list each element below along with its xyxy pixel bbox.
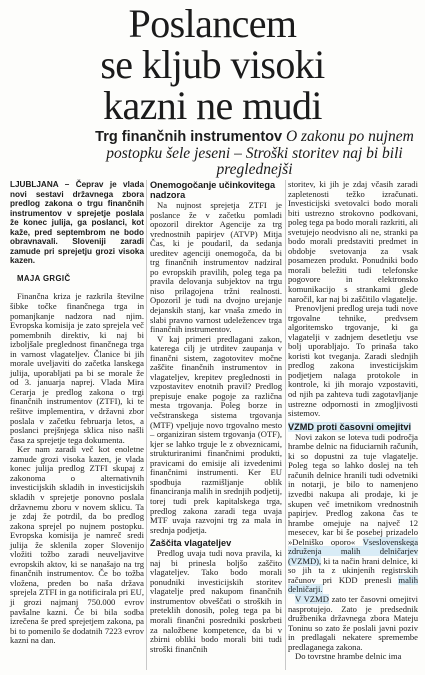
body-paragraph bbox=[288, 433, 418, 595]
lead-paragraph bbox=[10, 180, 144, 266]
body-paragraph: Finančna kriza je razkrila številne šibke točke finančnega trga in pomanjkanje nadzora nad njim. Evropska komisija je zato sprejela več pomembnih direktiv, ki naj bi izboljšale preglednost finančnega trga in varnost vlagateljev. Članice bi jih morale uveljaviti do začetka lanskega julija, uporabljati pa bi se morale že od 3. januarja naprej. Vlada Mira Cerarja je predlog zakona o trgi finančnih instrumentov (ZTFI), ki te rešitve implementira, v državni zbor poslala v začetku februarja letos, a poslanci prejšnjega sklica niso našli časa za sprejetje tega dokumenta. bbox=[10, 291, 144, 445]
author-byline: MAJA GRGIČ bbox=[17, 273, 71, 283]
body-paragraph: Predlog uvaja tudi nova pravila, ki naj bi prinesla boljšo zaščito vlagateljev. Tako bodo morali ponudniki investicijskih storitev vlagatelje pred nakupom finančnih instrumentov obveščati o stroških in preteklih donosih, poleg tega pa bi morali finančni posredniki poskrbeti za naložbene kompetence, da bi v zbirni obliki bodo morali biti tudi stroški finančnih bbox=[150, 548, 282, 654]
column-divider bbox=[285, 180, 286, 670]
section-heading: Zaščita vlagateljev bbox=[150, 538, 232, 549]
column-3 bbox=[288, 180, 418, 662]
body-paragraph: Prenovljeni predlog ureja tudi nove trgovalne tehnike, predvsem algoritemsko trgovanje, ki ga vlagatelji v zadnjem desetletju vse bolj uporabljajo. To prinaša tako koristi kot tveganja. Zaradi slednjih predlog zakona investicijskim podjetjem nalaga protokole in kontrole, ki jih morajo vzpostaviti, od njih pa zahteva tudi zagotavljanje ustrezne odpornosti in zmogljivosti sistemov. bbox=[288, 303, 418, 419]
section-heading: Onemogočanje učinkovitega nadzora bbox=[150, 180, 276, 200]
column-2 bbox=[150, 180, 282, 654]
subheadline bbox=[82, 129, 425, 179]
highlighted-text: V VZMD bbox=[295, 593, 329, 604]
headline-line: se kljub visoki bbox=[100, 42, 325, 87]
dateline: LJUBLJANA bbox=[10, 180, 59, 189]
headline bbox=[0, 3, 425, 126]
headline-line: kazni ne mudi bbox=[103, 83, 322, 128]
subhead-summary: O zakonu po nujnem postopku šele jeseni – Stroški storitev naj bi bili preglednejši bbox=[106, 128, 414, 178]
body-text: zato ter časovni omejitvi nasprotujejo. Zato je predsednik družbenika državnega zbora Mateju Toninu so zato že poslali javni poziv in predlagali nekatere spremembe predlaganega zakona. bbox=[288, 593, 418, 652]
lead-text: – Čeprav je vlada novi sestavi državnega zbora predlog zakona o trgu finančnih instrumentov v sprejetje poslala že konec julija, ga poslanci, kot kaže, pred septembrom ne bodo obravnavali. Sloveniji zaradi zamude pri sprejetju grozi visoka kazen. bbox=[10, 180, 144, 266]
body-paragraph: Ker nam zaradi več kot enoletne zamude grozi visoka kazen, je vlada konec julija predlog ZTFI skupaj z zakonoma o alternativnih investicijskih skladih in investicijskih skladih v sprejetje ponovno poslala državnemu zboru v novem sklicu. Ta je zdaj že potrdil, da bo predlog zakona sprejel po nujnem postopku. Evropska komisija je namreč sredi julija že sklenila zoper Slovenijo vložiti tožbo zaradi neuveljavitve evropskih aktov, ki se nanašajo na trg finančnih instrumentov. Če bo tožba vložena, preden bo naša država sprejela ZTFI in ga notificirala pri EU, ji grozi najmanj 750.000 evrov pavšalne kazni. Če bi bila sodba izrečena še pred sprejetjem zakona, pa bi to pomenilo še dodatnih 7223 evrov kazni na dan. bbox=[10, 444, 144, 646]
headline-line: Poslancem bbox=[128, 1, 297, 46]
body-paragraph: Do tovrstne hrambe delnic ima bbox=[295, 651, 402, 662]
body-text: Novi zakon se loteva tudi področja hrambe delnic na fiduciarnih računih, ki so dopustni za tuje vlagatelje. Poleg tega so lahko doslej na teh računih delnice hranili tudi odvetniki in notarji, je bilo to namenjeno izvedbi nakupa ali prodaje, ki je skupen več imetnikom vrednostnih papirjev. Predlog zakona čas te hrambe omejuje na največ 12 mesecev, kar bi še posebej prizadelo »Delniško oporo« bbox=[288, 431, 418, 547]
body-paragraph: Na nujnost sprejetja ZTFI je poslance že v začetku pomladi opozoril direktor Agencije za trg vrednostnih papirjev (ATVP) Mitja Čas, ki je poudaril, da sedanja ureditev agenciji onemogoča, da bi trg finančnih instrumentov nadziral po evropskih pravilih, poleg tega pa pravila delovanja subjektov na trgu niso prilagojena tržni realnosti. Opozoril je tudi na dvojno urejanje dejanskih stanj, kar vnaša zmedo in slabi pravno varnost udeležencev trga finančnih instrumentov. bbox=[150, 200, 282, 335]
subhead-topic: Trg finančnih instrumentov bbox=[95, 129, 283, 145]
body-paragraph: V kaj primeri predlagani zakon, katerega cilj je utrditev zaupanja v finančni sistem, zagotovitev močne zaščite finančnih instrumentov in vlagateljev, krepitev preglednosti in vzpostavitev enotnih pravil? Predlog prepisuje enake pogoje za različna mesta trgovanja. Poleg borze in večstranskega sistema trgovanja (MTF) vpeljuje novo trgovalno mesto – organiziran sistem trgovanja (OTF), kjer se lahko trguje le z obveznicami, strukturiranimi finančnimi produkti, pravicami do emisije ali izvedenimi finančnimi instrumenti. Ker EU spodbuja razmišljanje oblik financiranja malih in srednjih podjetij, torej tudi prek kapitalskega trga, predlog zakona zaradi tega uvaja MTF uvaja razvojni trg za mala in srednja podjetja. bbox=[150, 333, 282, 535]
highlighted-text: Vseslovenskega združenja malih delničarjev (VZMD), bbox=[288, 536, 419, 566]
column-1 bbox=[10, 180, 144, 646]
body-text: ki ta način hrani delnice, ki so jih ta z ukinjenih registrskih računov pri KDD prenesli bbox=[288, 555, 418, 585]
highlighted-text: malih delničarji. bbox=[288, 574, 418, 595]
column-divider bbox=[146, 180, 147, 670]
body-paragraph bbox=[288, 595, 418, 652]
body-paragraph: storitev, ki jih je zdaj včasih zaradi zapletenosti težko izračunati. Investicijski svetovalci bodo morali biti ustrezno strokovno podkovani, poleg tega pa bodo morali razkriti, ali svetujejo neodvisno ali ne, stranki pa bodo morali predstaviti predmet in obdobje svetovanja za vsak posamezen produkt. Ponudniki bodo morali beležiti tudi telefonske pogovore in elektronsko komunikacijo s strankami glede naročil, kar naj bi zaščitilo vlagatelje. bbox=[288, 179, 418, 304]
section-heading: VZMD proti časovni omejitvi bbox=[288, 421, 412, 432]
